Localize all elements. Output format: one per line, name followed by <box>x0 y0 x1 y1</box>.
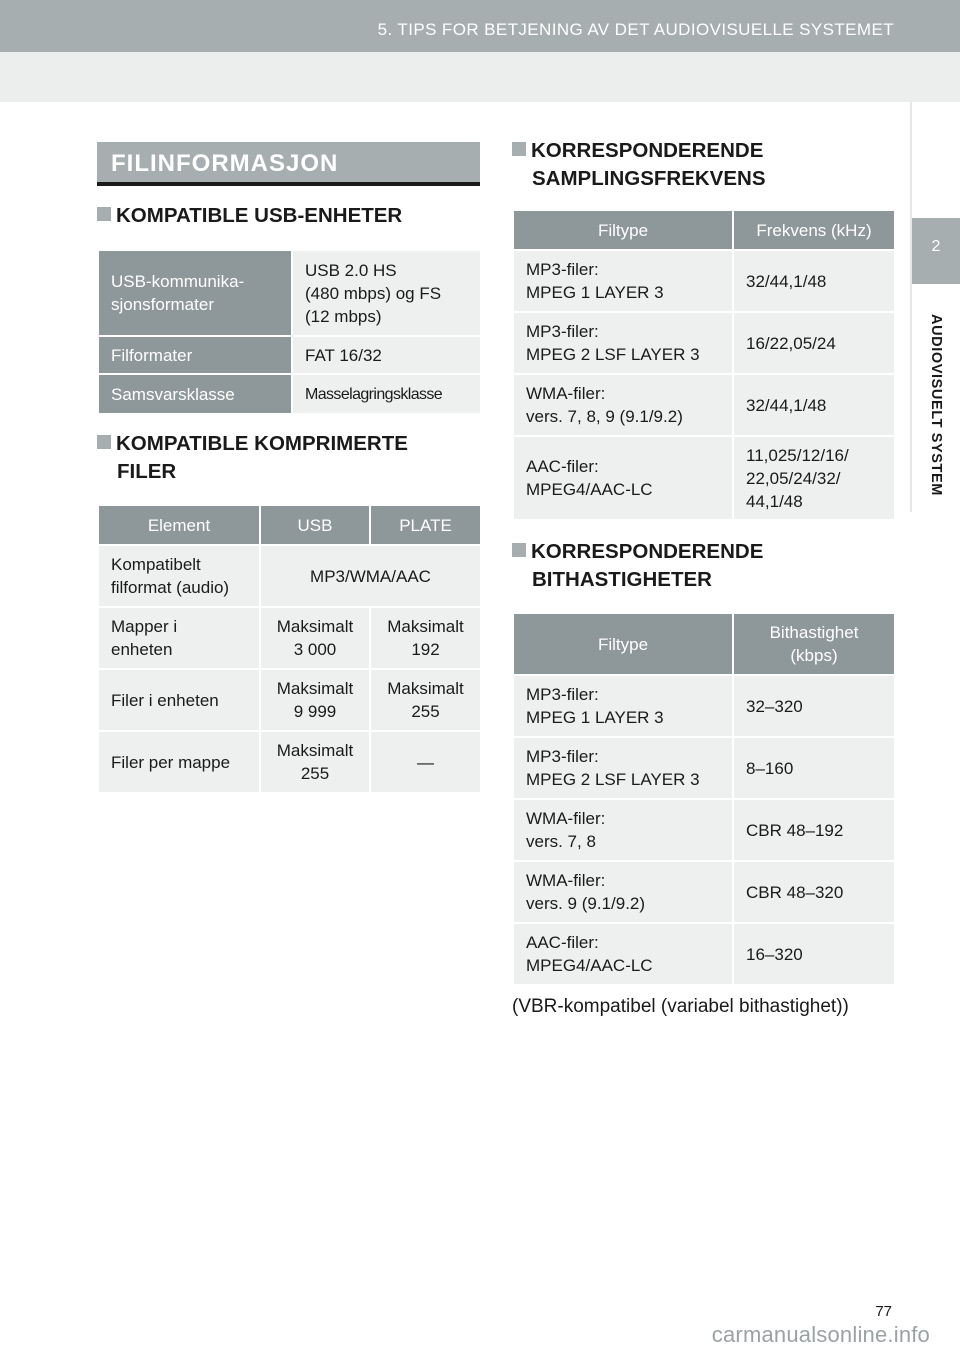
table-cell-usb: Maksimalt 255 <box>260 731 370 793</box>
usb-devices-heading: KOMPATIBLE USB-ENHETER <box>97 202 402 230</box>
table-cell-plate: Maksimalt 255 <box>370 669 481 731</box>
table-row <box>98 374 481 414</box>
table-cell-plate: Maksimalt 192 <box>370 607 481 669</box>
table-cell-plate: — <box>370 731 481 793</box>
table-cell-filetype: WMA-filer: vers. 7, 8 <box>513 799 733 861</box>
table-cell-usb: Maksimalt 3 000 <box>260 607 370 669</box>
column-header: Filtype <box>513 613 733 675</box>
bullet-square-icon <box>512 543 526 557</box>
table-cell-value: MP3/WMA/AAC <box>260 545 481 607</box>
table-cell-filetype: MP3-filer: MPEG 2 LSF LAYER 3 <box>513 737 733 799</box>
column-header: USB <box>260 505 370 545</box>
compressed-files-table <box>97 504 482 794</box>
table-cell-usb: Maksimalt 9 999 <box>260 669 370 731</box>
table-cell-key: Samsvarsklasse <box>98 374 292 414</box>
vbr-note: (VBR-kompatibel (variabel bithastighet)) <box>512 996 849 1017</box>
table-cell-filetype: MP3-filer: MPEG 1 LAYER 3 <box>513 675 733 737</box>
page-number: 77 <box>875 1303 892 1320</box>
table-row <box>98 731 481 793</box>
table-cell-bitrate: CBR 48–192 <box>733 799 895 861</box>
table-row <box>98 250 481 336</box>
chapter-side-label: AUDIOVISUELT SYSTEM <box>928 314 944 496</box>
table-cell-value: Masselagringsklasse <box>292 374 481 414</box>
bullet-square-icon <box>512 142 526 156</box>
chapter-tab-number: 2 <box>931 238 941 255</box>
table-header-row <box>513 613 895 675</box>
table-cell-bitrate: CBR 48–320 <box>733 861 895 923</box>
table-cell-frequency: 32/44,1/48 <box>733 374 895 436</box>
bullet-square-icon <box>97 207 111 221</box>
table-cell-bitrate: 8–160 <box>733 737 895 799</box>
side-divider <box>910 102 912 512</box>
bitrates-table <box>512 612 896 986</box>
table-cell-frequency: 16/22,05/24 <box>733 312 895 374</box>
sampling-heading: KORRESPONDERENDE SAMPLINGSFREKVENS <box>512 137 766 193</box>
table-row <box>513 799 895 861</box>
table-cell-element: Kompatibelt filformat (audio) <box>98 545 260 607</box>
table-row <box>98 607 481 669</box>
column-header: Element <box>98 505 260 545</box>
table-cell-value: FAT 16/32 <box>292 336 481 374</box>
table-row <box>98 545 481 607</box>
table-cell-filetype: MP3-filer: MPEG 2 LSF LAYER 3 <box>513 312 733 374</box>
header-band <box>0 52 960 102</box>
table-row <box>513 861 895 923</box>
sampling-table <box>512 209 896 521</box>
table-cell-key: Filformater <box>98 336 292 374</box>
compressed-files-heading: KOMPATIBLE KOMPRIMERTE FILER <box>97 430 408 486</box>
table-cell-filetype: AAC-filer: MPEG4/AAC-LC <box>513 923 733 985</box>
column-header: PLATE <box>370 505 481 545</box>
table-cell-element: Filer per mappe <box>98 731 260 793</box>
column-header: Frekvens (kHz) <box>733 210 895 250</box>
table-cell-element: Mapper i enheten <box>98 607 260 669</box>
watermark: carmanualsonline.info <box>711 1322 930 1347</box>
table-cell-key: USB-kommunika- sjonsformater <box>98 250 292 336</box>
table-row <box>513 923 895 985</box>
chapter-tab <box>912 218 960 284</box>
table-row <box>98 336 481 374</box>
table-cell-filetype: MP3-filer: MPEG 1 LAYER 3 <box>513 250 733 312</box>
table-cell-filetype: AAC-filer: MPEG4/AAC-LC <box>513 436 733 520</box>
section-title: FILINFORMASJON <box>97 142 480 186</box>
table-header-row <box>513 210 895 250</box>
table-cell-value: USB 2.0 HS (480 mbps) og FS (12 mbps) <box>292 250 481 336</box>
table-row <box>513 436 895 520</box>
table-cell-frequency: 32/44,1/48 <box>733 250 895 312</box>
chapter-title: 5. TIPS FOR BETJENING AV DET AUDIOVISUELLE SYSTEMET <box>377 20 894 39</box>
table-cell-element: Filer i enheten <box>98 669 260 731</box>
table-cell-bitrate: 16–320 <box>733 923 895 985</box>
table-row <box>513 675 895 737</box>
bitrates-heading: KORRESPONDERENDE BITHASTIGHETER <box>512 538 763 594</box>
bullet-square-icon <box>97 435 111 449</box>
table-cell-frequency: 11,025/12/16/ 22,05/24/32/ 44,1/48 <box>733 436 895 520</box>
column-header: Bithastighet (kbps) <box>733 613 895 675</box>
usb-devices-table <box>97 249 482 415</box>
table-row <box>513 374 895 436</box>
table-header-row <box>98 505 481 545</box>
table-cell-bitrate: 32–320 <box>733 675 895 737</box>
table-cell-filetype: WMA-filer: vers. 9 (9.1/9.2) <box>513 861 733 923</box>
table-row <box>513 250 895 312</box>
table-cell-filetype: WMA-filer: vers. 7, 8, 9 (9.1/9.2) <box>513 374 733 436</box>
table-row <box>513 737 895 799</box>
table-row <box>98 669 481 731</box>
column-header: Filtype <box>513 210 733 250</box>
table-row <box>513 312 895 374</box>
chapter-header-bar <box>0 0 960 52</box>
